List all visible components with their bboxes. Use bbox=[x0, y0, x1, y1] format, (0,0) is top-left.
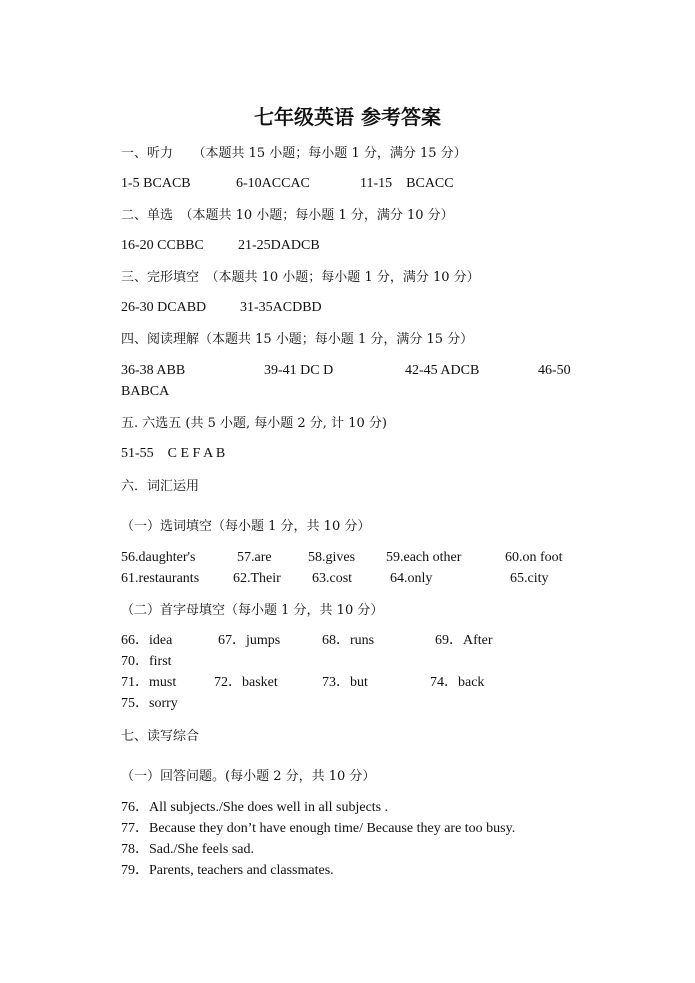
single-choice-heading: 二、单选 （本题共 10 小题；每小题 1 分，满分 10 分） bbox=[121, 208, 454, 223]
reading-answer-2: 39-41 DC D bbox=[264, 363, 334, 378]
six-choose-five-heading: 五. 六选五 (共 5 小题, 每小题 2 分, 计 10 分) bbox=[121, 416, 387, 431]
listening-answer-1: 1-5 BCACB bbox=[121, 176, 191, 191]
vocab-answer-64: 64.only bbox=[390, 571, 433, 586]
vocabulary-part1-heading: （一）选词填空（每小题 1 分，共 10 分） bbox=[121, 519, 371, 534]
listening-answer-2: 6-10ACCAC bbox=[236, 176, 310, 191]
reading-answer-wrap: BABCA bbox=[121, 384, 170, 399]
single-choice-answer-1: 16-20 CCBBC bbox=[121, 238, 204, 253]
initial-answer-75: 75．sorry bbox=[121, 696, 178, 711]
vocab-answer-58: 58.gives bbox=[308, 550, 356, 565]
answer-77: 77．Because they don’t have enough time/ Because they are too busy. bbox=[121, 821, 516, 836]
reading-writing-heading: 七、读写综合 bbox=[121, 729, 200, 744]
cloze-heading: 三、完形填空 （本题共 10 小题；每小题 1 分，满分 10 分） bbox=[121, 270, 480, 285]
vocabulary-part2-heading: （二）首字母填空（每小题 1 分，共 10 分） bbox=[121, 603, 384, 618]
vocab-answer-62: 62.Their bbox=[233, 571, 281, 586]
six-choose-five-answer: 51-55 C E F A B bbox=[121, 446, 226, 461]
reading-heading: 四、阅读理解（本题共 15 小题；每小题 1 分，满分 15 分） bbox=[121, 332, 474, 347]
initial-answer-70: 70．first bbox=[121, 654, 172, 669]
vocab-answer-61: 61.restaurants bbox=[121, 571, 200, 586]
initial-answer-69: 69．After bbox=[435, 633, 493, 648]
reading-answer-1: 36-38 ABB bbox=[121, 363, 186, 378]
listening-heading: 一、听力 （本题共 15 小题；每小题 1 分，满分 15 分） bbox=[121, 146, 467, 161]
listening-answer-3: 11-15 BCACC bbox=[360, 176, 454, 191]
reading-answer-3: 42-45 ADCB bbox=[405, 363, 480, 378]
cloze-answer-1: 26-30 DCABD bbox=[121, 300, 207, 315]
answer-76: 76．All subjects./She does well in all subjects . bbox=[121, 800, 389, 815]
answer-78: 78．Sad./She feels sad. bbox=[121, 842, 254, 857]
initial-answer-72: 72．basket bbox=[214, 675, 278, 690]
vocab-answer-57: 57.are bbox=[237, 550, 272, 565]
vocab-answer-63: 63.cost bbox=[312, 571, 353, 586]
vocabulary-heading: 六．词汇运用 bbox=[121, 479, 200, 494]
reading-answer-4: 46-50 bbox=[538, 363, 571, 378]
initial-answer-71: 71．must bbox=[121, 675, 177, 690]
reading-writing-part1-heading: （一）回答问题。(每小题 2 分，共 10 分） bbox=[121, 769, 376, 784]
single-choice-answer-2: 21-25DADCB bbox=[238, 238, 320, 253]
vocab-answer-56: 56.daughter's bbox=[121, 550, 196, 565]
answer-79: 79．Parents, teachers and classmates. bbox=[121, 863, 334, 878]
initial-answer-67: 67．jumps bbox=[218, 633, 281, 648]
page-title: 七年级英语 参考答案 bbox=[254, 105, 441, 129]
vocab-answer-60: 60.on foot bbox=[505, 550, 563, 565]
initial-answer-68: 68．runs bbox=[322, 633, 375, 648]
initial-answer-66: 66．idea bbox=[121, 633, 173, 648]
cloze-answer-2: 31-35ACDBD bbox=[240, 300, 322, 315]
vocab-answer-59: 59.each other bbox=[386, 550, 462, 565]
vocab-answer-65: 65.city bbox=[510, 571, 549, 586]
initial-answer-74: 74．back bbox=[430, 675, 485, 690]
initial-answer-73: 73．but bbox=[322, 675, 368, 690]
